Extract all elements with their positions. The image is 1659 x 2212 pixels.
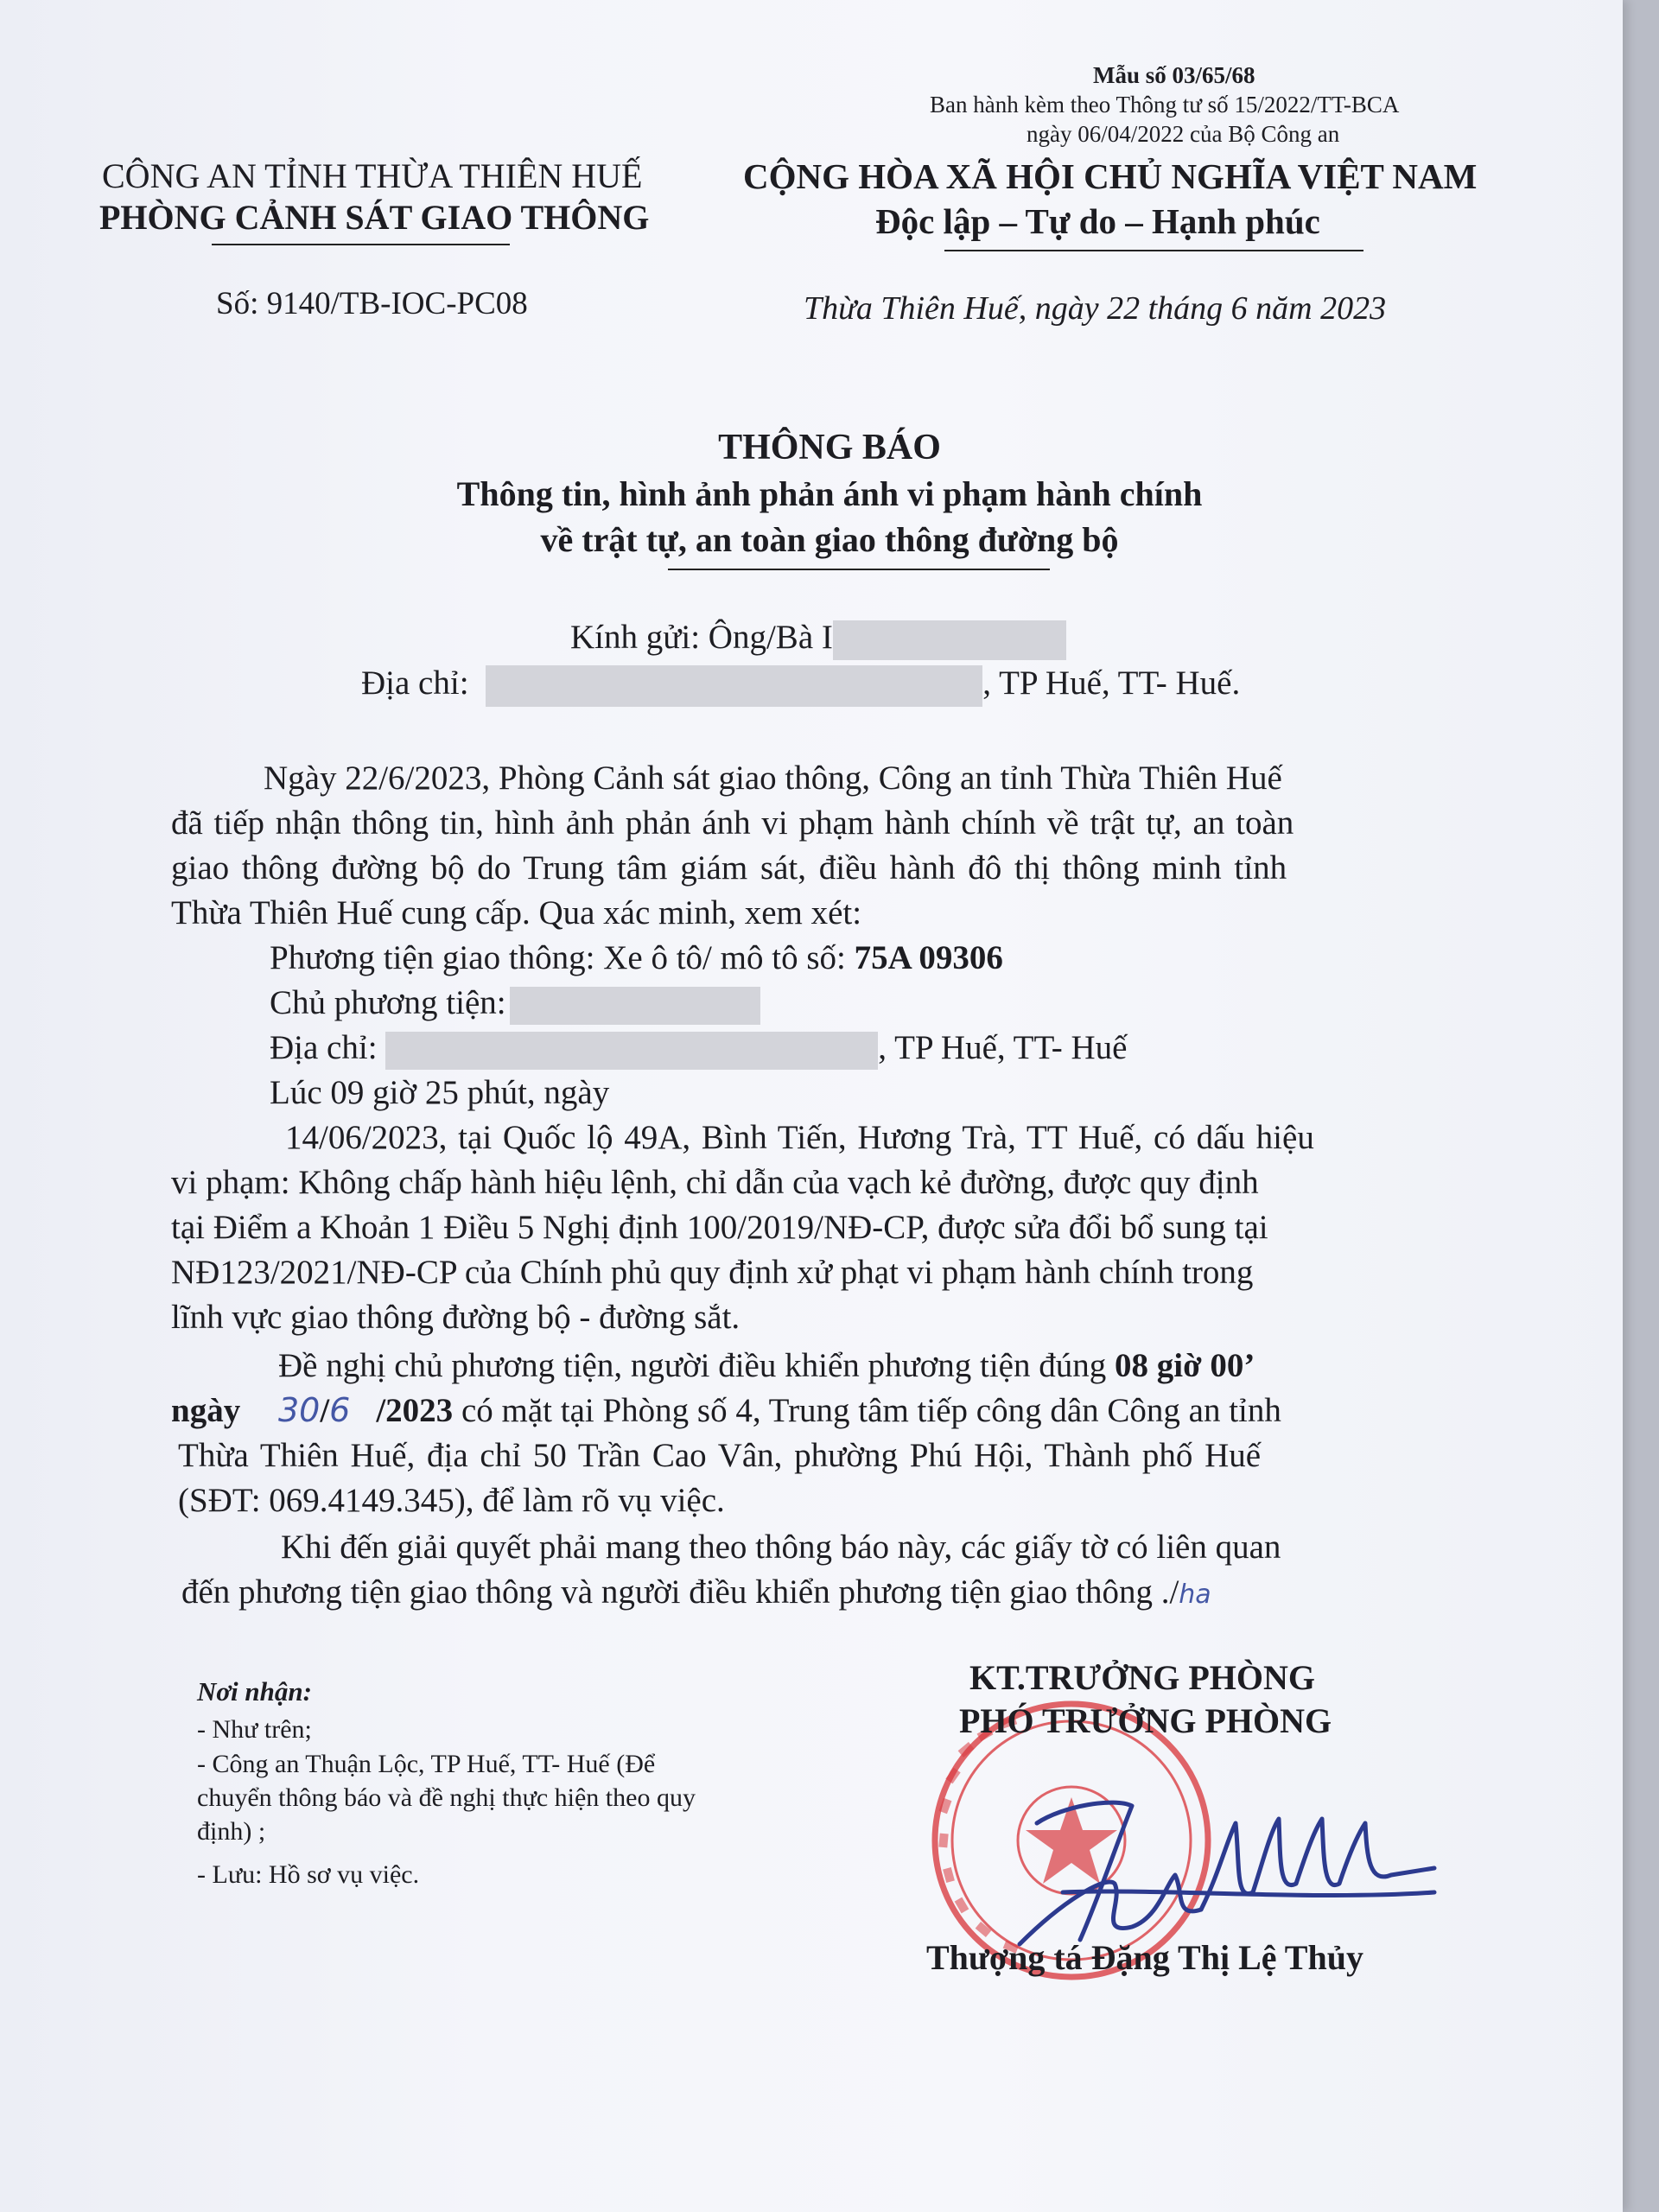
instruction-line (181, 1573, 1211, 1611)
owner-address-line (270, 1028, 1127, 1070)
request-line (278, 1346, 1255, 1385)
redacted-owner (510, 987, 760, 1025)
violation-line: tại Điểm a Khoản 1 Điều 5 Nghị định 100/2019/NĐ-CP, được sửa đổi bổ sung tại (171, 1209, 1268, 1246)
form-number: Mẫu số 03/65/68 (1093, 62, 1255, 88)
request-text: Đề nghị chủ phương tiện, người điều khiển phương tiện đúng (278, 1347, 1115, 1384)
owner-line (270, 983, 760, 1025)
request-location: có mặt tại Phòng số 4, Trung tâm tiếp công dân Công an tỉnh (453, 1392, 1281, 1429)
time-line: Lúc 09 giờ 25 phút, ngày (270, 1074, 610, 1111)
appointment-time: 08 giờ 00’ (1115, 1347, 1255, 1384)
document-number: Số: 9140/TB-IOC-PC08 (216, 286, 528, 321)
place-date: Thừa Thiên Huế, ngày 22 tháng 6 năm 2023 (804, 290, 1387, 327)
issued-date-line: ngày 06/04/2022 của Bộ Công an (1027, 121, 1340, 147)
instruction-line: Khi đến giải quyết phải mang theo thông báo này, các giấy tờ có liên quan (281, 1529, 1281, 1566)
handwritten-signature (985, 1771, 1452, 1953)
vehicle-plate: 75A 09306 (854, 939, 1003, 976)
initials: ha (1179, 1580, 1211, 1610)
motto-underline (944, 250, 1363, 251)
body-line: Thừa Thiên Huế cung cấp. Qua xác minh, xem xét: (171, 894, 862, 931)
violation-line: vi phạm: Không chấp hành hiệu lệnh, chỉ dẫn của vạch kẻ đường, được quy định (171, 1164, 1259, 1201)
addressee-address-line (361, 664, 1240, 707)
request-line: (SĐT: 069.4149.345), để làm rõ vụ việc. (178, 1482, 725, 1519)
violation-line: lĩnh vực giao thông đường bộ - đường sắt. (171, 1299, 741, 1336)
signature-title-line1: KT.TRƯỞNG PHÒNG (969, 1658, 1315, 1697)
handwritten-day: 30 (277, 1391, 321, 1429)
address-label: Địa chỉ: (361, 664, 469, 702)
owner-label: Chủ phương tiện: (270, 984, 506, 1021)
body-line: đã tiếp nhận thông tin, hình ảnh phản ánh vi phạm hành chính về trật tự, an toàn (171, 804, 1294, 842)
handwritten-month: 6 (329, 1391, 351, 1429)
redacted-name (833, 620, 1066, 660)
issued-by-line: Ban hành kèm theo Thông tư số 15/2022/TT-BCA (930, 92, 1400, 118)
appointment-year: /2023 (376, 1392, 454, 1429)
recipient-item: định) ; (197, 1817, 266, 1846)
recipient-item: - Công an Thuận Lộc, TP Huế, TT- Huế (Để (197, 1750, 656, 1778)
recipients-title: Nơi nhận: (197, 1676, 312, 1707)
request-line: Thừa Thiên Huế, địa chỉ 50 Trần Cao Vân, phường Phú Hội, Thành phố Huế (178, 1437, 1262, 1474)
recipient-item: - Lưu: Hồ sơ vụ việc. (197, 1860, 420, 1889)
addressee-line (570, 618, 1066, 660)
recipient-item: chuyển thông báo và đề nghị thực hiện theo quy (197, 1783, 696, 1812)
signatory-name: Thượng tá Đặng Thị Lệ Thủy (926, 1938, 1363, 1977)
redacted-address (486, 665, 982, 707)
document-subtitle-line2: về trật tự, an toàn giao thông đường bộ (540, 520, 1119, 559)
recipient-item: - Như trên; (197, 1715, 312, 1744)
national-motto: Độc lập – Tự do – Hạnh phúc (875, 201, 1320, 241)
owner-address-suffix: , TP Huế, TT- Huế (878, 1029, 1128, 1066)
greeting: Kính gửi: Ông/Bà (570, 619, 814, 656)
issuing-authority: CÔNG AN TỈNH THỪA THIÊN HUẾ (102, 156, 643, 195)
greeting-initial: I (821, 619, 833, 656)
body-line: Ngày 22/6/2023, Phòng Cảnh sát giao thông, Công an tỉnh Thừa Thiên Huế (264, 760, 1282, 797)
national-title: CỘNG HÒA XÃ HỘI CHỦ NGHĨA VIỆT NAM (743, 156, 1478, 196)
instruction-text: đến phương tiện giao thông và người điều khiển phương tiện giao thông ./ (181, 1573, 1179, 1611)
subtitle-underline (668, 569, 1050, 570)
signature-title-line2: PHÓ TRƯỞNG PHÒNG (959, 1701, 1332, 1740)
violation-line: NĐ123/2021/NĐ-CP của Chính phủ quy định xử phạt vi phạm hành chính trong (171, 1254, 1254, 1291)
vehicle-label: Phương tiện giao thông: Xe ô tô/ mô tô số: (270, 939, 855, 976)
owner-address-label: Địa chỉ: (270, 1029, 386, 1066)
document-title: THÔNG BÁO (718, 428, 941, 467)
issuing-department: PHÒNG CẢNH SÁT GIAO THÔNG (99, 198, 650, 237)
department-underline (212, 244, 510, 245)
violation-line: 14/06/2023, tại Quốc lộ 49A, Bình Tiến, Hương Trà, TT Huế, có dấu hiệu (285, 1119, 1314, 1156)
day-label: ngày (171, 1392, 241, 1429)
address-suffix: , TP Huế, TT- Huế. (982, 664, 1241, 702)
redacted-owner-address (385, 1032, 878, 1070)
request-date-line: ngày 30/6 /2023 có mặt tại Phòng số 4, Trung tâm tiếp công dân Công an tỉnh (171, 1391, 1281, 1429)
body-line: giao thông đường bộ do Trung tâm giám sát, điều hành đô thị thông minh tỉnh (171, 849, 1287, 887)
vehicle-line (270, 938, 1003, 977)
document-subtitle-line1: Thông tin, hình ảnh phản ánh vi phạm hành chính (456, 474, 1203, 513)
